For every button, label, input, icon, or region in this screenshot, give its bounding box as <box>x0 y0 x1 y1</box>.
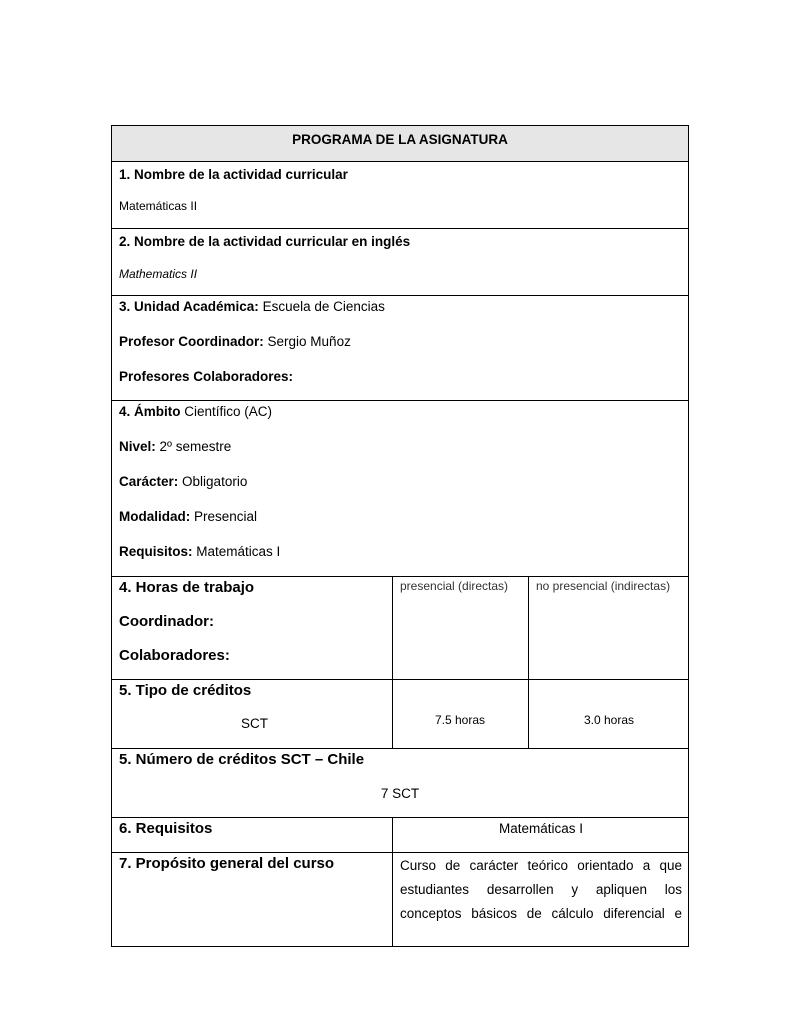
section-scope <box>111 400 689 577</box>
modality-value: Presencial <box>194 509 258 524</box>
prerequisites-value: Matemáticas I <box>498 821 584 836</box>
activity-name-label: 1. Nombre de la actividad curricular <box>119 167 348 182</box>
requirements-line <box>119 544 280 559</box>
requirements-label: Requisitos: <box>119 544 193 559</box>
coordinator-value: Sergio Muñoz <box>267 334 351 349</box>
prerequisites-label: 6. Requisitos <box>119 820 213 837</box>
table-header <box>111 125 689 162</box>
no-presencial-header: no presencial (indirectas) <box>536 579 671 593</box>
level-line <box>119 439 231 454</box>
presencial-hours-value: 7.5 horas <box>434 713 486 727</box>
coordinator-hours-label: Coordinador: <box>119 613 214 630</box>
section-academic-unit <box>111 295 689 401</box>
coordinator-line <box>119 334 351 349</box>
course-purpose-line: conceptos básicos de cálculo diferencial e <box>400 906 682 921</box>
presencial-header: presencial (directas) <box>400 579 509 593</box>
activity-name-english-label: 2. Nombre de la actividad curricular en inglés <box>119 234 411 249</box>
character-label: Carácter: <box>119 474 179 489</box>
section-activity-name <box>111 161 689 229</box>
credit-count-value: 7 SCT <box>380 786 420 801</box>
scope-label: 4. Ámbito <box>119 404 181 419</box>
no-presencial-hours-value: 3.0 horas <box>583 713 635 727</box>
collaborators-hours-label: Colaboradores: <box>119 647 230 664</box>
character-value: Obligatorio <box>182 474 248 489</box>
level-value: 2º semestre <box>159 439 232 454</box>
section-credit-count <box>111 748 689 818</box>
course-purpose-label: 7. Propósito general del curso <box>119 855 335 872</box>
section-prerequisites <box>111 817 689 853</box>
activity-name-value: Matemáticas II <box>119 199 198 213</box>
modality-line <box>119 509 257 524</box>
level-label: Nivel: <box>119 439 156 454</box>
character-line <box>119 474 247 489</box>
column-divider <box>528 577 529 679</box>
course-purpose-text <box>400 854 682 926</box>
academic-unit-value: Escuela de Ciencias <box>262 299 385 314</box>
section-course-purpose <box>111 852 689 947</box>
modality-label: Modalidad: <box>119 509 191 524</box>
scope-value: Científico (AC) <box>184 404 273 419</box>
activity-name-english-value: Mathematics II <box>119 267 198 281</box>
credit-type-label: 5. Tipo de créditos <box>119 682 252 699</box>
section-credit-type <box>111 679 689 749</box>
work-hours-label: 4. Horas de trabajo <box>119 579 255 596</box>
academic-unit-line <box>119 299 385 314</box>
academic-unit-label: 3. Unidad Académica: <box>119 299 259 314</box>
credit-count-label: 5. Número de créditos SCT – Chile <box>119 751 365 768</box>
page-title: PROGRAMA DE LA ASIGNATURA <box>292 132 508 147</box>
scope-line <box>119 404 272 419</box>
column-divider <box>392 577 393 679</box>
column-divider <box>392 853 393 946</box>
collaborators-label: Profesores Colaboradores: <box>119 369 294 384</box>
requirements-value: Matemáticas I <box>196 544 281 559</box>
course-purpose-line: Curso de carácter teórico orientado a que <box>400 858 682 873</box>
coordinator-label: Profesor Coordinador: <box>119 334 264 349</box>
section-activity-name-english <box>111 228 689 296</box>
section-work-hours <box>111 576 689 680</box>
credit-type-value: SCT <box>241 716 268 731</box>
course-purpose-line: estudiantes desarrollen y apliquen los <box>400 882 682 897</box>
